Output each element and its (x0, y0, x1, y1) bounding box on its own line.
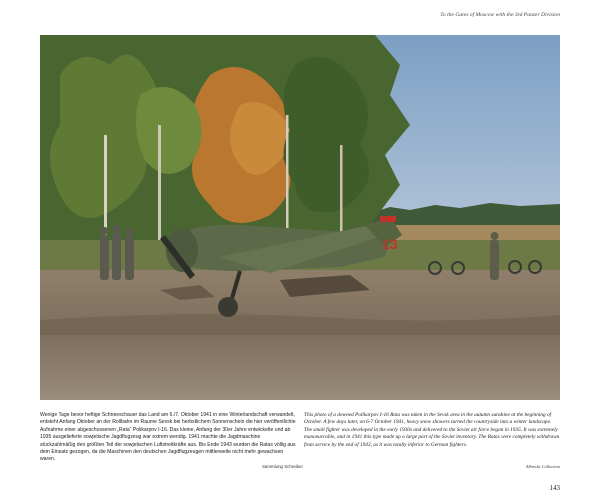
running-head: To the Gates of Moscow with the 3rd Panzer Division (440, 12, 560, 18)
photograph (40, 35, 560, 400)
photo-credit-german: Sammlung Schreiber (262, 464, 303, 469)
caption-english: This photo of a downed Polikarpov I-16 Rata was taken in the Sevsk area in the autumn sunshine at the beginning of October. A few days later, on 6-7 October 1941, heavy snow showers turned the countryside into a winter landscape. The small fighter was developed in the early 1930s and delivered to the Soviet air force began in 1935. It was extremely manoeuvrable, and in 1941 this type made up a large part of the Soviet inventory. The Ratas were completely withdrawn from service by the end of 1943, as it was totally inferior to German fighters. (304, 412, 560, 448)
photo-credit-english: Albrecht Collection (525, 464, 560, 469)
captions (40, 412, 560, 474)
aircraft-number: 13 (382, 236, 398, 252)
caption-german: Wenige Tage bevor heftige Schneeschauer das Land am 6./7. Oktober 1941 in eine Winterlandschaft verwandelt, entsteht Anfang Oktober an der Rollbahn im Raume Sevsk bei herbstlichem Sonnenschein die hier veröffentlichte Aufnahme einer abgeschossenen „Rata“ Polikarpov I-16. Das kleine, Anfang der 30er Jahre entwickelte und ab 1935 ausgelieferte sowjetische Jagdflugzeug war extrem wendig. 1941 machte die Jagdmaschine stückzahlmäßig den größten Teil der sowjetischen Luftstreitkräfte aus. Bis Ende 1943 wurden die Ratas völlig aus dem Einsatz gezogen, da die Maschinen den deutschen Jagdflugzeugen mittlerweile nicht mehr gewachsen waren. (40, 412, 296, 463)
page-number: 143 (549, 484, 560, 492)
photo-downed-aircraft (40, 35, 560, 400)
